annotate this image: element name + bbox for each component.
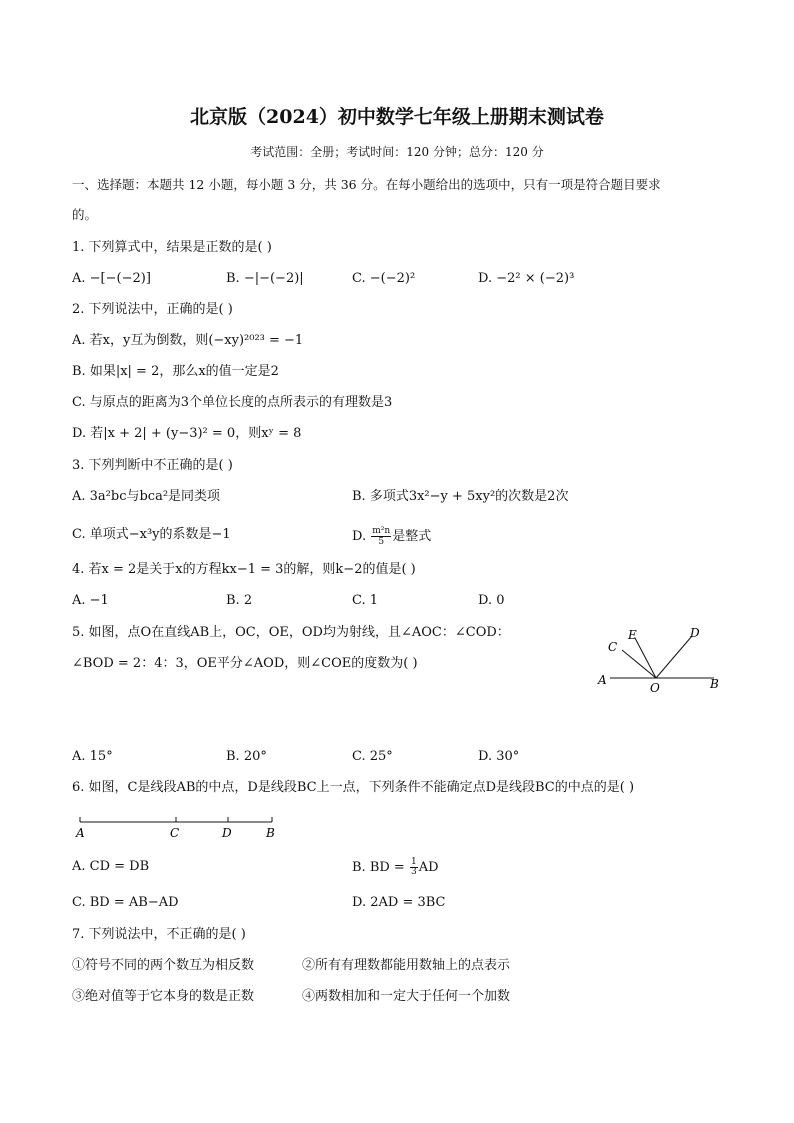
label-o: O — [650, 681, 660, 695]
label-c: C — [608, 640, 618, 654]
question-6-option-b: B. BD = $\frac{1}{3}$ AD — [352, 857, 439, 877]
question-7-stem: 7. 下列说法中，不正确的是( ) — [72, 927, 246, 942]
question-5-option-c: C. 25° — [352, 749, 393, 764]
question-6-option-d: D. 2AD = 3BC — [352, 895, 446, 910]
label-a: A — [598, 673, 607, 687]
question-6-stem: 6. 如图，C是线段AB的中点，D是线段BC上一点，下列条件不能确定点D是线段BC的中点的是( ) — [72, 780, 635, 795]
label-e: E — [628, 628, 637, 642]
label-a: A — [76, 826, 85, 840]
question-3-option-c: C. 单项式−x³y的系数是−1 — [72, 527, 231, 542]
question-4-option-a: A. −1 — [72, 593, 109, 608]
label-d: D — [222, 826, 232, 840]
question-1-option-d: D. −2² × (−2)³ — [478, 271, 575, 286]
question-5-option-b: B. 20° — [226, 749, 267, 764]
question-5-option-d: D. 30° — [478, 749, 520, 764]
page-title: 北京版（2024）初中数学七年级上册期末测试卷 — [190, 106, 604, 128]
label-b: B — [266, 826, 275, 840]
question-1-option-b: B. −|−(−2)| — [226, 271, 304, 286]
question-7-statement-2: ②所有有理数都能用数轴上的点表示 — [302, 958, 511, 973]
question-4-stem: 4. 若x = 2是关于x的方程kx−1 = 3的解，则k−2的值是( ) — [72, 562, 416, 577]
question-5-stem-line1: 5. 如图，点O在直线AB上，OC，OE，OD均为射线，且∠AOC：∠COD： — [72, 625, 510, 640]
ray-oe — [635, 638, 656, 678]
question-4-option-b: B. 2 — [226, 593, 253, 608]
label-b: B — [710, 677, 719, 691]
question-1-option-c: C. −(−2)² — [352, 271, 416, 286]
ray-od — [656, 636, 692, 678]
ray-oc — [622, 650, 656, 678]
question-2-option-c: C. 与原点的距离为3个单位长度的点所表示的有理数是3 — [72, 395, 393, 410]
question-6-option-a: A. CD = DB — [72, 859, 150, 874]
question-2-stem: 2. 下列说法中，正确的是( ) — [72, 302, 233, 317]
exam-info: 考试范围：全册；考试时间：120 分钟；总分：120 分 — [250, 145, 544, 159]
question-3-option-b: B. 多项式3x²−y + 5xy²的次数是2次 — [352, 489, 569, 504]
question-4-option-c: C. 1 — [352, 593, 379, 608]
fraction: $\frac{\text{m²n}}{5}$ — [372, 526, 391, 547]
question-1-option-a: A. −[−(−2)] — [72, 271, 151, 286]
question-7-statement-4: ④两数相加和一定大于任何一个加数 — [302, 989, 511, 1004]
question-4-option-d: D. 0 — [478, 593, 505, 608]
label-c: C — [170, 826, 180, 840]
question-3-option-d: D. $\frac{\text{m²n}}{5}$ 是整式 — [352, 526, 432, 547]
question-2-option-b: B. 如果|x| = 2，那么x的值一定是2 — [72, 364, 279, 379]
question-7-statement-3: ③绝对值等于它本身的数是正数 — [72, 989, 255, 1004]
label-d: D — [690, 626, 700, 640]
question-5-stem-line2: ∠BOD = 2：4：3，OE平分∠AOD，则∠COE的度数为( ) — [72, 656, 418, 671]
question-1-stem: 1. 下列算式中，结果是正数的是( ) — [72, 240, 272, 255]
section-heading-line1: 一、选择题：本题共 12 小题，每小题 3 分，共 36 分。在每小题给出的选项中，只有一项是符合题目要求 — [72, 177, 661, 192]
angle-figure — [590, 620, 730, 700]
question-7-statement-1: ①符号不同的两个数互为相反数 — [72, 958, 255, 973]
question-6-option-c: C. BD = AB−AD — [72, 895, 179, 910]
question-5-option-a: A. 15° — [72, 749, 113, 764]
question-2-option-a: A. 若x，y互为倒数，则(−xy)²⁰²³ = −1 — [72, 333, 304, 348]
question-3-option-a: A. 3a²bc与bca²是同类项 — [72, 489, 221, 504]
question-2-option-d: D. 若|x + 2| + (y−3)² = 0，则xʸ = 8 — [72, 426, 302, 441]
section-heading-line2: 的。 — [72, 207, 98, 222]
segment-figure — [72, 812, 282, 842]
fraction: $\frac{1}{3}$ — [410, 857, 417, 877]
question-3-stem: 3. 下列判断中不正确的是( ) — [72, 458, 233, 473]
